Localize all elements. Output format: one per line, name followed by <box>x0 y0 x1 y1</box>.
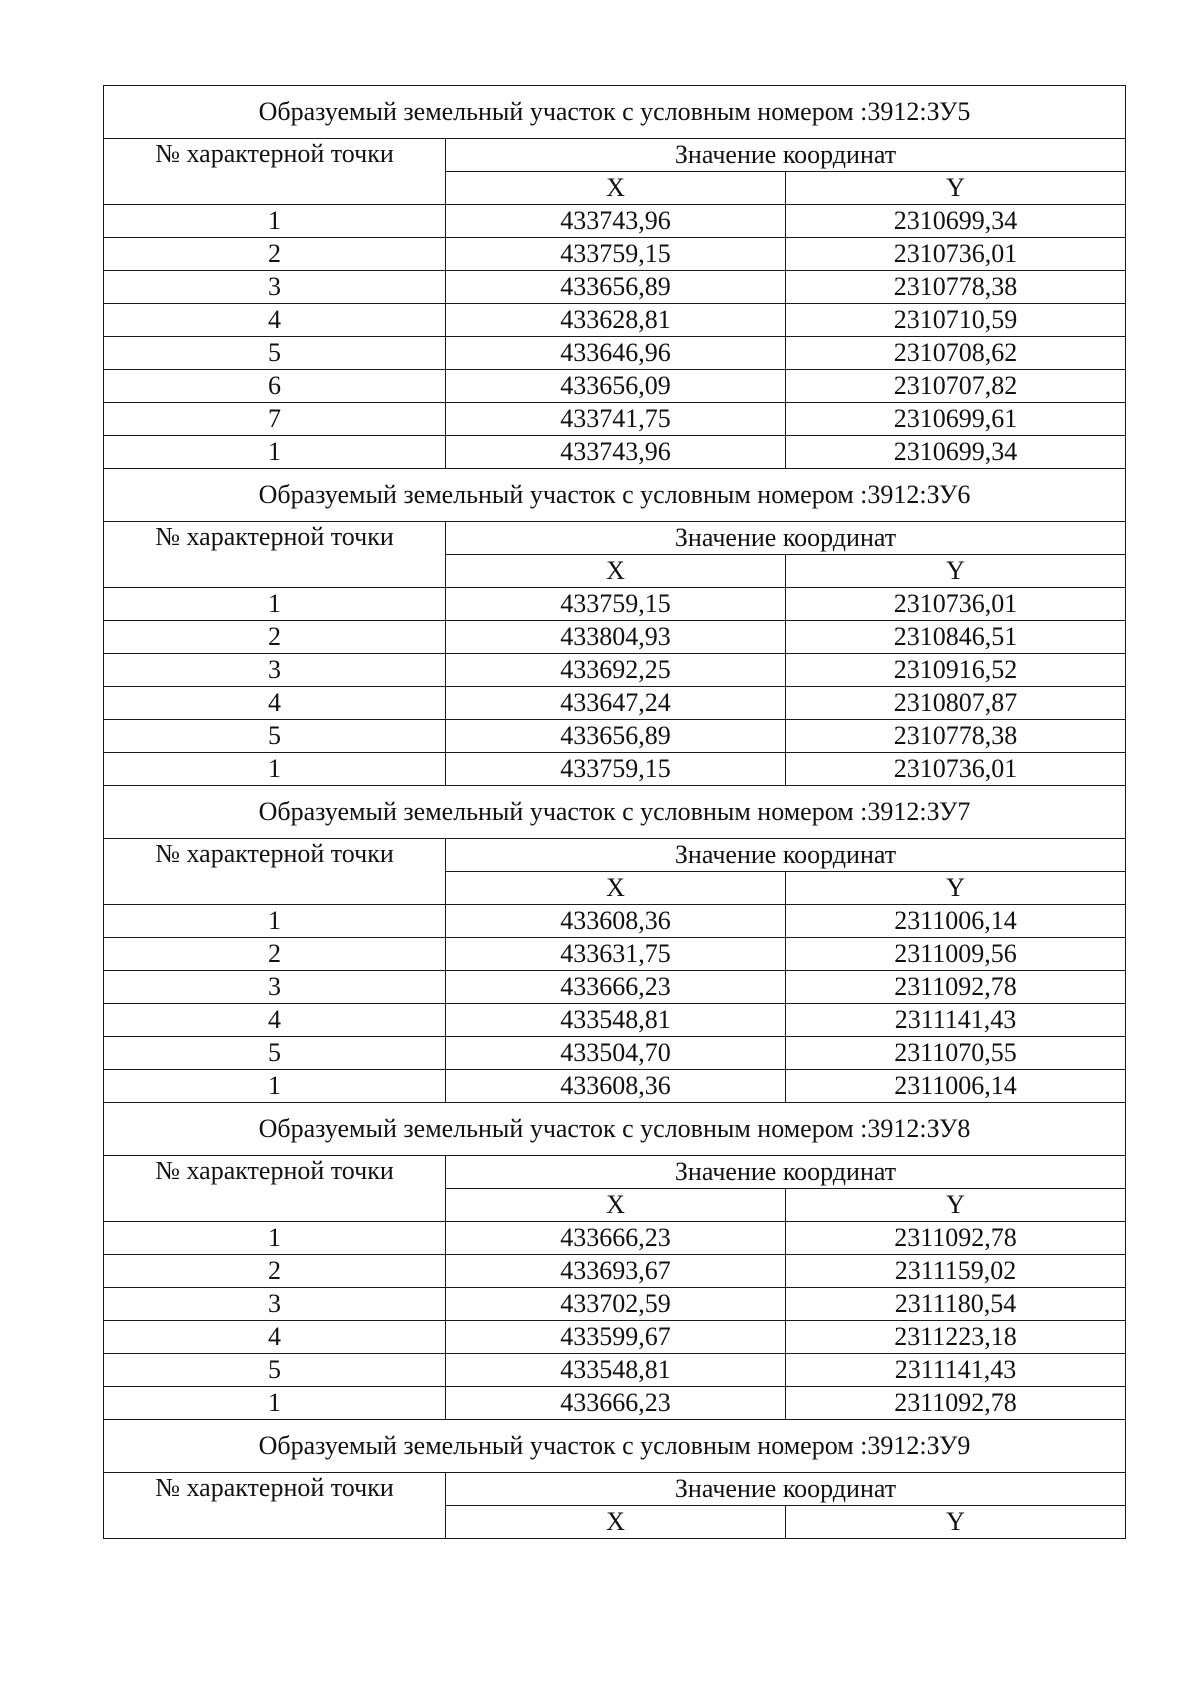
header-row <box>104 1473 1126 1506</box>
point-number-header: № характерной точки <box>104 139 446 205</box>
x-coordinate: 433741,75 <box>446 403 786 436</box>
table-row <box>104 1288 1126 1321</box>
x-coordinate: 433759,15 <box>446 588 786 621</box>
x-coordinate: 433599,67 <box>446 1321 786 1354</box>
coordinates-header: Значение координат <box>446 1473 1126 1506</box>
x-coordinate: 433693,67 <box>446 1255 786 1288</box>
plot-title-row <box>104 86 1126 139</box>
y-coordinate: 2310916,52 <box>786 654 1126 687</box>
table-row <box>104 971 1126 1004</box>
x-coordinate: 433656,89 <box>446 720 786 753</box>
point-number: 1 <box>104 1387 446 1420</box>
x-coordinate: 433743,96 <box>446 205 786 238</box>
x-coordinate: 433759,15 <box>446 753 786 786</box>
point-number-header: № характерной точки <box>104 1156 446 1222</box>
table-row <box>104 1354 1126 1387</box>
y-header: Y <box>786 872 1126 905</box>
y-coordinate: 2311092,78 <box>786 1222 1126 1255</box>
y-coordinate: 2310710,59 <box>786 304 1126 337</box>
header-row <box>104 1156 1126 1189</box>
x-coordinate: 433504,70 <box>446 1037 786 1070</box>
table-row <box>104 938 1126 971</box>
x-coordinate: 433702,59 <box>446 1288 786 1321</box>
table-row <box>104 1255 1126 1288</box>
x-coordinate: 433743,96 <box>446 436 786 469</box>
x-header: X <box>446 555 786 588</box>
plot-title-row <box>104 469 1126 522</box>
point-number: 3 <box>104 971 446 1004</box>
point-number: 4 <box>104 687 446 720</box>
point-number: 4 <box>104 304 446 337</box>
y-coordinate: 2310699,61 <box>786 403 1126 436</box>
point-number: 6 <box>104 370 446 403</box>
point-number: 7 <box>104 403 446 436</box>
x-coordinate: 433656,09 <box>446 370 786 403</box>
plot-title: Образуемый земельный участок с условным номером :3912:ЗУ8 <box>104 1103 1126 1156</box>
coordinates-header: Значение координат <box>446 839 1126 872</box>
x-coordinate: 433647,24 <box>446 687 786 720</box>
table-row <box>104 403 1126 436</box>
point-number-header: № характерной точки <box>104 839 446 905</box>
point-number: 3 <box>104 271 446 304</box>
plot-title: Образуемый земельный участок с условным номером :3912:ЗУ9 <box>104 1420 1126 1473</box>
y-coordinate: 2311141,43 <box>786 1354 1126 1387</box>
table-row <box>104 1070 1126 1103</box>
y-header: Y <box>786 1189 1126 1222</box>
point-number: 3 <box>104 1288 446 1321</box>
table-row <box>104 621 1126 654</box>
table-row <box>104 1387 1126 1420</box>
x-coordinate: 433759,15 <box>446 238 786 271</box>
y-header: Y <box>786 1506 1126 1539</box>
y-coordinate: 2310736,01 <box>786 753 1126 786</box>
y-coordinate: 2311180,54 <box>786 1288 1126 1321</box>
y-coordinate: 2310846,51 <box>786 621 1126 654</box>
coordinates-table-body <box>104 86 1126 1539</box>
plot-title-row <box>104 1420 1126 1473</box>
y-coordinate: 2311223,18 <box>786 1321 1126 1354</box>
x-coordinate: 433692,25 <box>446 654 786 687</box>
point-number-header: № характерной точки <box>104 1473 446 1539</box>
x-coordinate: 433548,81 <box>446 1354 786 1387</box>
table-row <box>104 1037 1126 1070</box>
table-row <box>104 271 1126 304</box>
point-number: 1 <box>104 753 446 786</box>
y-coordinate: 2311009,56 <box>786 938 1126 971</box>
table-row <box>104 1321 1126 1354</box>
table-row <box>104 720 1126 753</box>
point-number-header: № характерной точки <box>104 522 446 588</box>
x-coordinate: 433628,81 <box>446 304 786 337</box>
point-number: 5 <box>104 337 446 370</box>
y-coordinate: 2310699,34 <box>786 205 1126 238</box>
table-row <box>104 588 1126 621</box>
header-row <box>104 522 1126 555</box>
x-coordinate: 433666,23 <box>446 971 786 1004</box>
x-coordinate: 433631,75 <box>446 938 786 971</box>
y-coordinate: 2310736,01 <box>786 238 1126 271</box>
point-number: 5 <box>104 720 446 753</box>
point-number: 5 <box>104 1354 446 1387</box>
point-number: 1 <box>104 436 446 469</box>
point-number: 2 <box>104 1255 446 1288</box>
x-header: X <box>446 872 786 905</box>
table-row <box>104 654 1126 687</box>
table-row <box>104 1004 1126 1037</box>
point-number: 2 <box>104 238 446 271</box>
plot-title: Образуемый земельный участок с условным номером :3912:ЗУ5 <box>104 86 1126 139</box>
point-number: 1 <box>104 1222 446 1255</box>
point-number: 1 <box>104 905 446 938</box>
table-row <box>104 304 1126 337</box>
plot-title: Образуемый земельный участок с условным номером :3912:ЗУ6 <box>104 469 1126 522</box>
table-row <box>104 1222 1126 1255</box>
y-header: Y <box>786 555 1126 588</box>
point-number: 4 <box>104 1004 446 1037</box>
table-row <box>104 238 1126 271</box>
point-number: 1 <box>104 588 446 621</box>
x-coordinate: 433548,81 <box>446 1004 786 1037</box>
x-header: X <box>446 1506 786 1539</box>
header-row <box>104 839 1126 872</box>
x-coordinate: 433666,23 <box>446 1387 786 1420</box>
point-number: 3 <box>104 654 446 687</box>
coordinates-header: Значение координат <box>446 139 1126 172</box>
x-coordinate: 433656,89 <box>446 271 786 304</box>
y-coordinate: 2311092,78 <box>786 1387 1126 1420</box>
y-coordinate: 2310778,38 <box>786 271 1126 304</box>
y-coordinate: 2310807,87 <box>786 687 1126 720</box>
x-coordinate: 433608,36 <box>446 905 786 938</box>
y-coordinate: 2310778,38 <box>786 720 1126 753</box>
y-coordinate: 2311141,43 <box>786 1004 1126 1037</box>
point-number: 2 <box>104 621 446 654</box>
y-coordinate: 2310707,82 <box>786 370 1126 403</box>
point-number: 2 <box>104 938 446 971</box>
y-coordinate: 2311006,14 <box>786 1070 1126 1103</box>
coordinates-header: Значение координат <box>446 522 1126 555</box>
table-row <box>104 687 1126 720</box>
plot-title: Образуемый земельный участок с условным номером :3912:ЗУ7 <box>104 786 1126 839</box>
y-coordinate: 2311092,78 <box>786 971 1126 1004</box>
coordinates-table <box>103 85 1126 1539</box>
table-row <box>104 205 1126 238</box>
point-number: 5 <box>104 1037 446 1070</box>
y-header: Y <box>786 172 1126 205</box>
y-coordinate: 2311070,55 <box>786 1037 1126 1070</box>
point-number: 4 <box>104 1321 446 1354</box>
table-row <box>104 753 1126 786</box>
plot-title-row <box>104 786 1126 839</box>
x-coordinate: 433804,93 <box>446 621 786 654</box>
x-coordinate: 433646,96 <box>446 337 786 370</box>
y-coordinate: 2311159,02 <box>786 1255 1126 1288</box>
y-coordinate: 2311006,14 <box>786 905 1126 938</box>
x-coordinate: 433608,36 <box>446 1070 786 1103</box>
y-coordinate: 2310736,01 <box>786 588 1126 621</box>
point-number: 1 <box>104 205 446 238</box>
coordinates-header: Значение координат <box>446 1156 1126 1189</box>
header-row <box>104 139 1126 172</box>
point-number: 1 <box>104 1070 446 1103</box>
table-row <box>104 905 1126 938</box>
table-row <box>104 436 1126 469</box>
table-row <box>104 370 1126 403</box>
x-header: X <box>446 1189 786 1222</box>
x-coordinate: 433666,23 <box>446 1222 786 1255</box>
table-row <box>104 337 1126 370</box>
plot-title-row <box>104 1103 1126 1156</box>
y-coordinate: 2310708,62 <box>786 337 1126 370</box>
y-coordinate: 2310699,34 <box>786 436 1126 469</box>
x-header: X <box>446 172 786 205</box>
